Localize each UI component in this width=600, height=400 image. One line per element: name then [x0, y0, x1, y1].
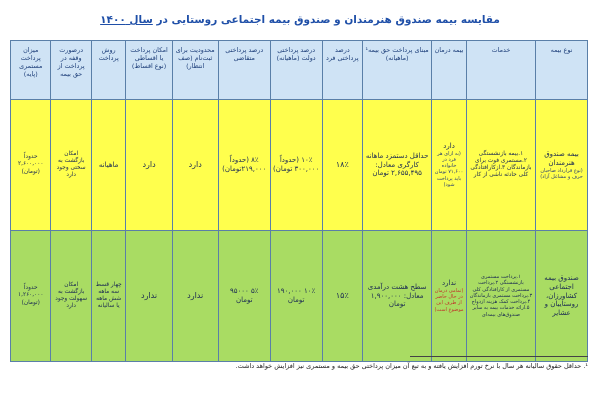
- cell-health-insurance: [432, 231, 467, 362]
- health-status: ندارد: [442, 279, 457, 288]
- cell-registration-limit: دارد: [172, 100, 218, 231]
- cell-payment-method: ماهیانه: [91, 100, 126, 231]
- cell-applicant-percent: ۸٪ (حدوداً ۲۱۹,۰۰۰تومان): [218, 100, 270, 231]
- cell-services: ۱.بیمه بازنشستگی ۲.مستمری فوت برای بازماندگان ۳.ازکارافتادگی کلی حادثه ناشی از کار: [466, 100, 535, 231]
- cell-applicant-percent: ۵٪ ۹۵۰۰۰ تومان: [218, 231, 270, 362]
- header-pension-amount: میزان پرداخت مستمری (پایه): [11, 41, 51, 100]
- footnote: ¹. حداقل حقوق سالیانه هر سال با نرخ تورم افزایش یافته و به تبع آن میزان پرداختی حق بیمه و مستمری نیز افزایش خواهد داشت.: [235, 362, 588, 370]
- cell-person-percent: ۱۵٪: [322, 231, 362, 362]
- title-main: مقایسه بیمه صندوق هنرمندان و صندوق بیمه اجتماعی روستایی در: [156, 14, 500, 26]
- header-registration-limit: محدودیت برای ثبت‌نام (صف انتظار): [172, 41, 218, 100]
- table-row-rural-fund: [11, 231, 588, 362]
- cell-services: ۱.پرداخت مستمری بازنشستگی ۲.پرداخت مستمری از کارافتادگی کلی ۳.پرداخت مستمری بازماندگان ۴.پرداخت کمک هزینه ازدواج ۵.ارائه خدمات بیمه به سایر صندوق‌های بیمه‌ای: [466, 231, 535, 362]
- cell-interruption: امکان بازگشت به سختی وجود دارد: [51, 100, 91, 231]
- comparison-table: [10, 40, 588, 362]
- health-note: (به ازای هر فرد در خانواده ۷۱,۶۰۰ تومان باید پرداخت شود): [434, 150, 464, 188]
- cell-registration-limit: ندارد: [172, 231, 218, 362]
- cell-pension-amount: حدوداً ۱,۲۶۰,۰۰۰ (تومان): [11, 231, 51, 362]
- cell-pension-amount: حدوداً ۲,۶۰۰,۰۰۰ (تومان): [11, 100, 51, 231]
- health-note: (تمامی درمان در حال حاضر از طرف این موضوع است): [434, 287, 464, 313]
- cell-installment: دارد: [126, 100, 172, 231]
- page-title: [0, 14, 600, 26]
- header-person-percent: درصد پرداختی فرد: [322, 41, 362, 100]
- header-payment-method: روش پرداخت: [91, 41, 126, 100]
- health-status: دارد: [443, 141, 455, 150]
- cell-health-insurance: [432, 100, 467, 231]
- cell-insurance-type: [536, 100, 588, 231]
- cell-interruption: امکان بازگشت به سهولت وجود دارد: [51, 231, 91, 362]
- cell-person-percent: ۱۸٪: [322, 100, 362, 231]
- cell-payment-base: سطح هشت درآمدی معادل: ۱,۹۰۰,۰۰۰ تومان: [363, 231, 432, 362]
- title-year: سال ۱۴۰۰: [100, 14, 153, 26]
- cell-payment-base: حداقل دستمزد ماهانه کارگری معادل: ۲,۶۵۵,۴۹۵ تومان: [363, 100, 432, 231]
- cell-insurance-type: [536, 231, 588, 362]
- header-payment-base: مبنای پرداخت حق بیمه¹ (ماهیانه): [363, 41, 432, 100]
- header-interruption: درصورت وقفه در پرداخت از حق بیمه: [51, 41, 91, 100]
- table-row-artists-fund: [11, 100, 588, 231]
- header-applicant-percent: درصد پرداختی متقاضی: [218, 41, 270, 100]
- header-insurance-type: نوع بیمه: [536, 41, 588, 100]
- insurance-type-note: (نوع قرارداد صاحبان حرف و مشاغل آزاد): [540, 167, 583, 180]
- footnote-divider: [410, 356, 588, 357]
- header-government-percent: درصد پرداختی دولت (ماهیانه): [270, 41, 322, 100]
- cell-government-percent: ۱۰٪ ۱۹۰,۰۰۰ تومان: [270, 231, 322, 362]
- cell-government-percent: ۱۰٪ (حدوداً ۳۰۰,۰۰۰ تومان): [270, 100, 322, 231]
- header-services: خدمات: [466, 41, 535, 100]
- cell-installment: ندارد: [126, 231, 172, 362]
- header-row: [11, 41, 588, 100]
- insurance-type-name: صندوق بیمه اجتماعی کشاورزان، روستاییان و عشایر: [544, 274, 579, 318]
- header-installment: امکان پرداخت یا اقساطی (نوع اقساط): [126, 41, 172, 100]
- insurance-type-name: بیمه صندوق هنرمندان: [544, 150, 579, 167]
- cell-payment-method: چهار قسط سه ماهه شش ماهه یا سالیانه: [91, 231, 126, 362]
- header-health-insurance: بیمه درمان: [432, 41, 467, 100]
